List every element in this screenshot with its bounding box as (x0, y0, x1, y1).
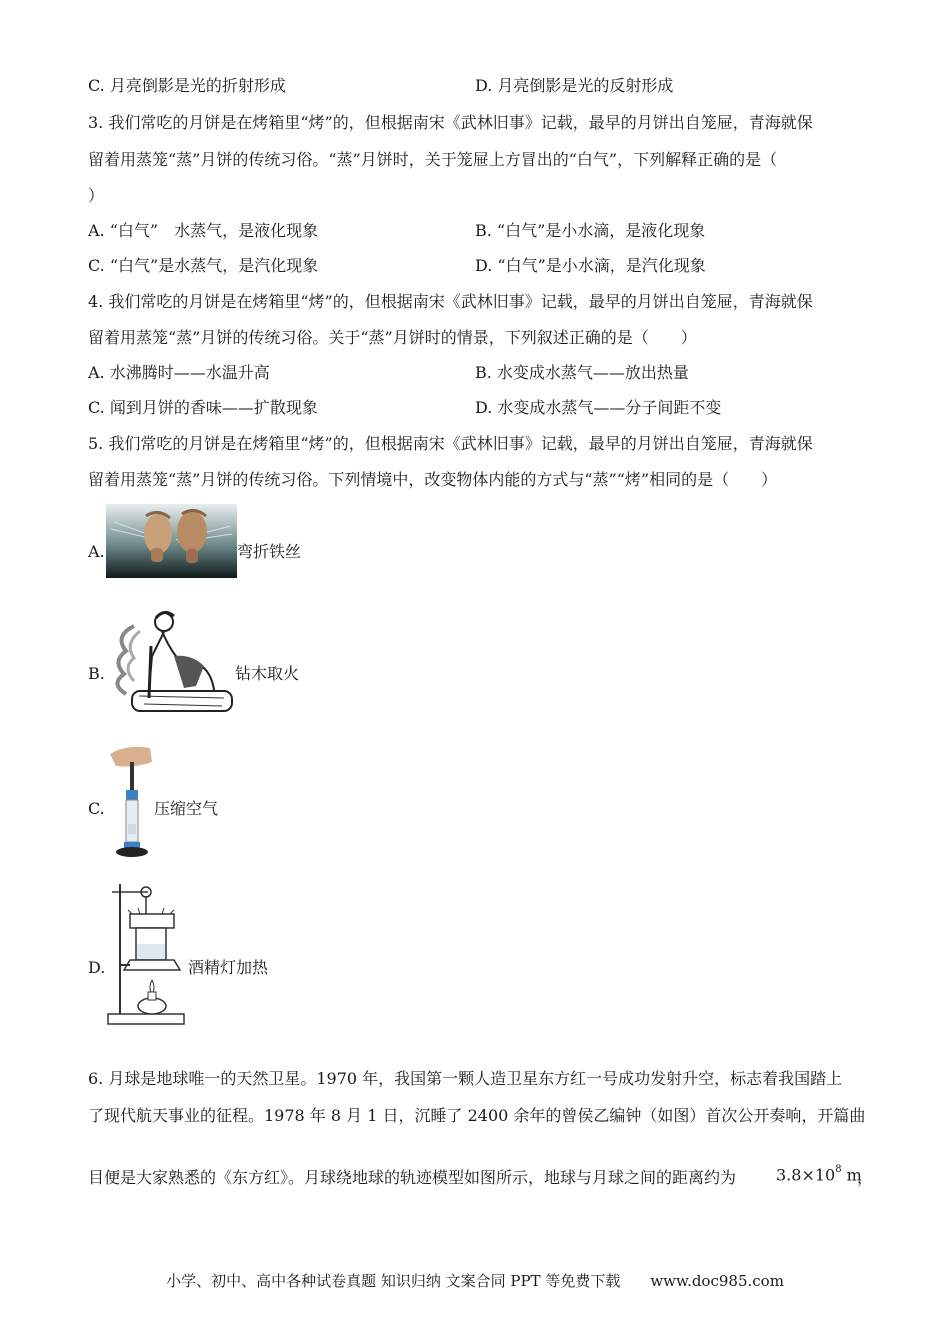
formula-unit: m (841, 1165, 862, 1185)
q5-option-a-label: A. (88, 542, 105, 561)
q3-stem-line1: 3. 我们常吃的月饼是在烤箱里“烤”的，但根据南宋《武林旧事》记载，最早的月饼出自笼屉，青海就保 (88, 113, 813, 132)
q4-option-d: D. 水变成水蒸气——分子间距不变 (475, 398, 722, 417)
q3-option-d: D. “白气”是小水滴，是汽化现象 (475, 256, 706, 275)
q4-stem-line2: 留着用蒸笼“蒸”月饼的传统习俗。关于“蒸”月饼时的情景，下列叙述正确的是（ ） (88, 328, 697, 347)
earth-moon-distance-formula (776, 1162, 862, 1185)
q6-stem-line2: 了现代航天事业的征程。1978 年 8 月 1 日，沉睡了 2400 余年的曾侯乙编钟（如图）首次公开奏响，开篇曲 (88, 1106, 866, 1125)
q4-option-b: B. 水变成水蒸气——放出热量 (475, 363, 689, 382)
q5-option-c-caption: 压缩空气 (154, 799, 219, 818)
q3-stem-line3: ） (88, 186, 105, 205)
q3-option-c: C. “白气”是水蒸气，是汽化现象 (88, 256, 319, 275)
q6-line3-end: ， (857, 1168, 874, 1187)
q3-stem-line2: 留着用蒸笼“蒸”月饼的传统习俗。“蒸”月饼时，关于笼屉上方冒出的“白气”，下列解释正确的是（ (88, 150, 778, 169)
q4-stem-line1: 4. 我们常吃的月饼是在烤箱里“烤”的，但根据南宋《武林旧事》记载，最早的月饼出自笼屉，青海就保 (88, 292, 813, 311)
air-compression-apparatus (106, 744, 154, 860)
q2-option-d: D. 月亮倒影是光的反射形成 (475, 76, 674, 95)
q4-option-a: A. 水沸腾时——水温升高 (88, 363, 270, 382)
formula-base: 3.8×10 (776, 1165, 836, 1185)
drilling-wood-fire-illustration (104, 606, 234, 720)
q5-option-a-caption: 弯折铁丝 (237, 542, 302, 561)
q5-option-d-caption: 酒精灯加热 (188, 958, 269, 977)
q3-option-b: B. “白气”是小水滴，是液化现象 (475, 221, 706, 240)
page-footer: 小学、初中、高中各种试卷真题 知识归纳 文案合同 PPT 等免费下载 www.doc985.com (166, 1272, 784, 1290)
q3-option-a: A. “白气” 水蒸气，是液化现象 (88, 221, 319, 240)
q6-stem-line3: 目便是大家熟悉的《东方红》。月球绕地球的轨迹模型如图所示，地球与月球之间的距离约为 (88, 1168, 737, 1187)
alcohol-lamp-heating-apparatus (106, 880, 188, 1026)
formula-exponent: 8 (835, 1164, 842, 1175)
q4-option-c: C. 闻到月饼的香味——扩散现象 (88, 398, 318, 417)
q5-stem-line1: 5. 我们常吃的月饼是在烤箱里“烤”的，但根据南宋《武林旧事》记载，最早的月饼出自笼屉，青海就保 (88, 434, 813, 453)
q5-option-b-caption: 钻木取火 (235, 664, 300, 683)
q6-stem-line1: 6. 月球是地球唯一的天然卫星。1970 年，我国第一颗人造卫星东方红一号成功发射升空，标志着我国踏上 (88, 1069, 843, 1088)
q2-option-c: C. 月亮倒影是光的折射形成 (88, 76, 286, 95)
q5-option-c-label: C. (88, 799, 105, 818)
q5-option-b-label: B. (88, 664, 105, 683)
q5-option-d-label: D. (88, 958, 106, 977)
q5-stem-line2: 留着用蒸笼“蒸”月饼的传统习俗。下列情境中，改变物体内能的方式与“蒸”“烤”相同的是（ ） (88, 470, 778, 489)
bending-wire-photo (106, 504, 237, 578)
